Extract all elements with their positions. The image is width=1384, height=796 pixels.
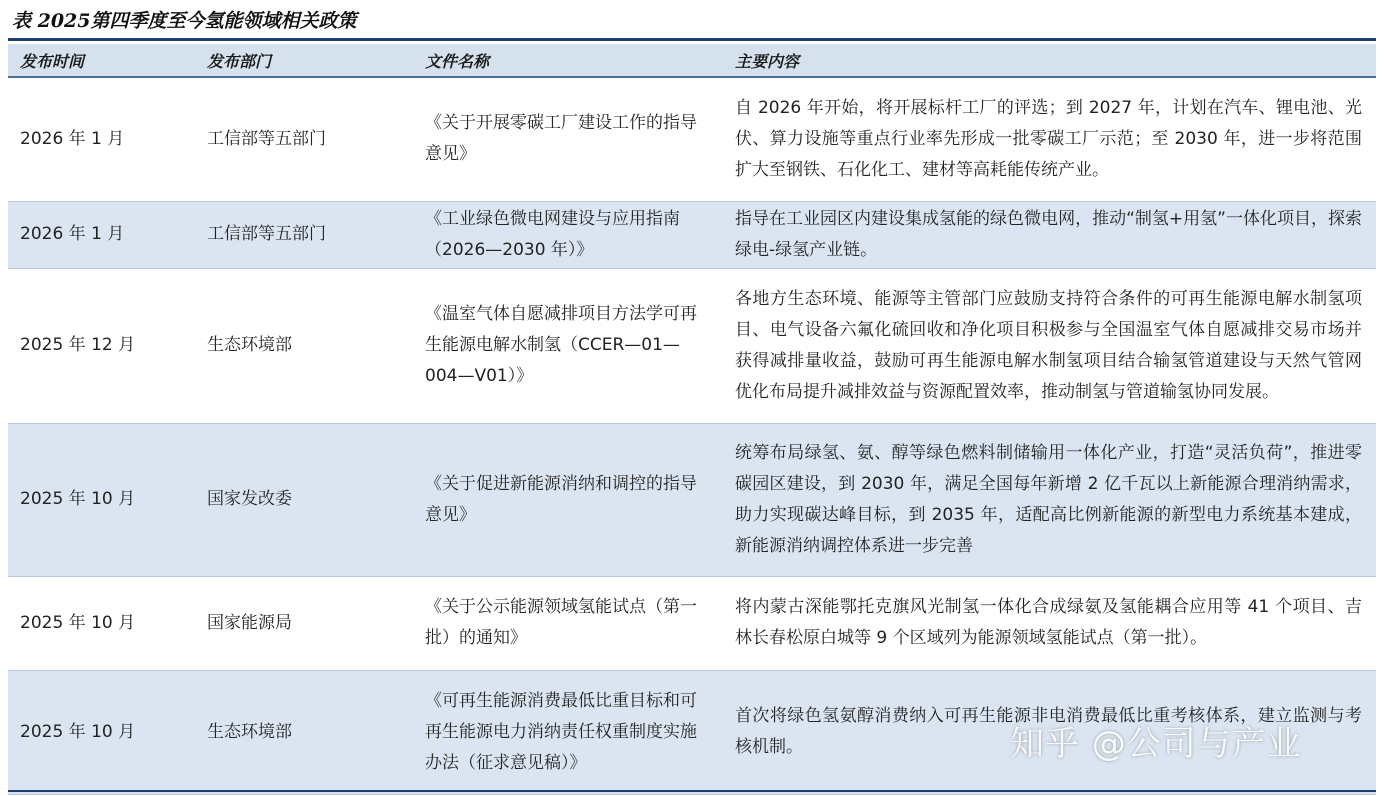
cell-date: 2025 年 10 月 [8, 423, 195, 576]
table-row [8, 201, 1376, 268]
cell-department: 生态环境部 [195, 268, 413, 423]
cell-department: 工信部等五部门 [195, 201, 413, 268]
table-row [8, 423, 1376, 576]
cell-department: 国家能源局 [195, 576, 413, 670]
cell-date: 2026 年 1 月 [8, 77, 195, 201]
cell-content: 统筹布局绿氢、氨、醇等绿色燃料制储输用一体化产业，打造“灵活负荷”，推进零碳园区建设，到 2030 年，满足全国每年新增 2 亿千瓦以上新能源合理消纳需求，助力实现碳达峰目标，到 2035 年，适配高比例新能源的新型电力系统基本建成，新能源消纳调控体系进一步完善 [723, 423, 1376, 576]
cell-content: 首次将绿色氢氨醇消费纳入可再生能源非电消费最低比重考核体系，建立监测与考核机制。 [723, 670, 1376, 794]
cell-content: 指导在工业园区内建设集成氢能的绿色微电网，推动“制氢+用氢”一体化项目，探索绿电-绿氢产业链。 [723, 201, 1376, 268]
policy-table [8, 44, 1376, 795]
cell-date: 2025 年 12 月 [8, 268, 195, 423]
cell-content: 自 2026 年开始，将开展标杆工厂的评选；到 2027 年，计划在汽车、锂电池、光伏、算力设施等重点行业率先形成一批零碳工厂示范；至 2030 年，进一步将范围扩大至钢铁、石化化工、建材等高耗能传统产业。 [723, 77, 1376, 201]
table-title: 表 2025第四季度至今氢能领域相关政策 [12, 10, 357, 32]
header-date: 发布时间 [8, 44, 195, 77]
header-department: 发布部门 [195, 44, 413, 77]
table-header-row [8, 44, 1376, 77]
cell-document: 《可再生能源消费最低比重目标和可再生能源电力消纳责任权重制度实施办法（征求意见稿）》 [413, 670, 723, 794]
cell-document: 《温室气体自愿减排项目方法学可再生能源电解水制氢（CCER—01—004—V01）》 [413, 268, 723, 423]
header-document: 文件名称 [413, 44, 723, 77]
cell-document: 《关于公示能源领域氢能试点（第一批）的通知》 [413, 576, 723, 670]
cell-date: 2025 年 10 月 [8, 576, 195, 670]
title-divider [8, 38, 1376, 41]
cell-department: 工信部等五部门 [195, 77, 413, 201]
cell-date: 2026 年 1 月 [8, 201, 195, 268]
table-row [8, 576, 1376, 670]
cell-date: 2025 年 10 月 [8, 670, 195, 794]
table-row [8, 268, 1376, 423]
table-row [8, 77, 1376, 201]
cell-document: 《工业绿色微电网建设与应用指南（2026—2030 年）》 [413, 201, 723, 268]
header-content: 主要内容 [723, 44, 1376, 77]
cell-document: 《关于开展零碳工厂建设工作的指导意见》 [413, 77, 723, 201]
cell-department: 国家发改委 [195, 423, 413, 576]
table-bottom-border [8, 790, 1376, 792]
cell-content: 将内蒙古深能鄂托克旗风光制氢一体化合成绿氨及氢能耦合应用等 41 个项目、吉林长春松原白城等 9 个区域列为能源领域氢能试点（第一批）。 [723, 576, 1376, 670]
watermark: 知乎 @公司与产业 [1010, 724, 1302, 764]
cell-content: 各地方生态环境、能源等主管部门应鼓励支持符合条件的可再生能源电解水制氢项目、电气设备六氟化硫回收和净化项目积极参与全国温室气体自愿减排交易市场并获得减排量收益，鼓励可再生能源电解水制氢项目结合输氢管道建设与天然气管网优化布局提升减排效益与资源配置效率，推动制氢与管道输氢协同发展。 [723, 268, 1376, 423]
cell-department: 生态环境部 [195, 670, 413, 794]
cell-document: 《关于促进新能源消纳和调控的指导意见》 [413, 423, 723, 576]
